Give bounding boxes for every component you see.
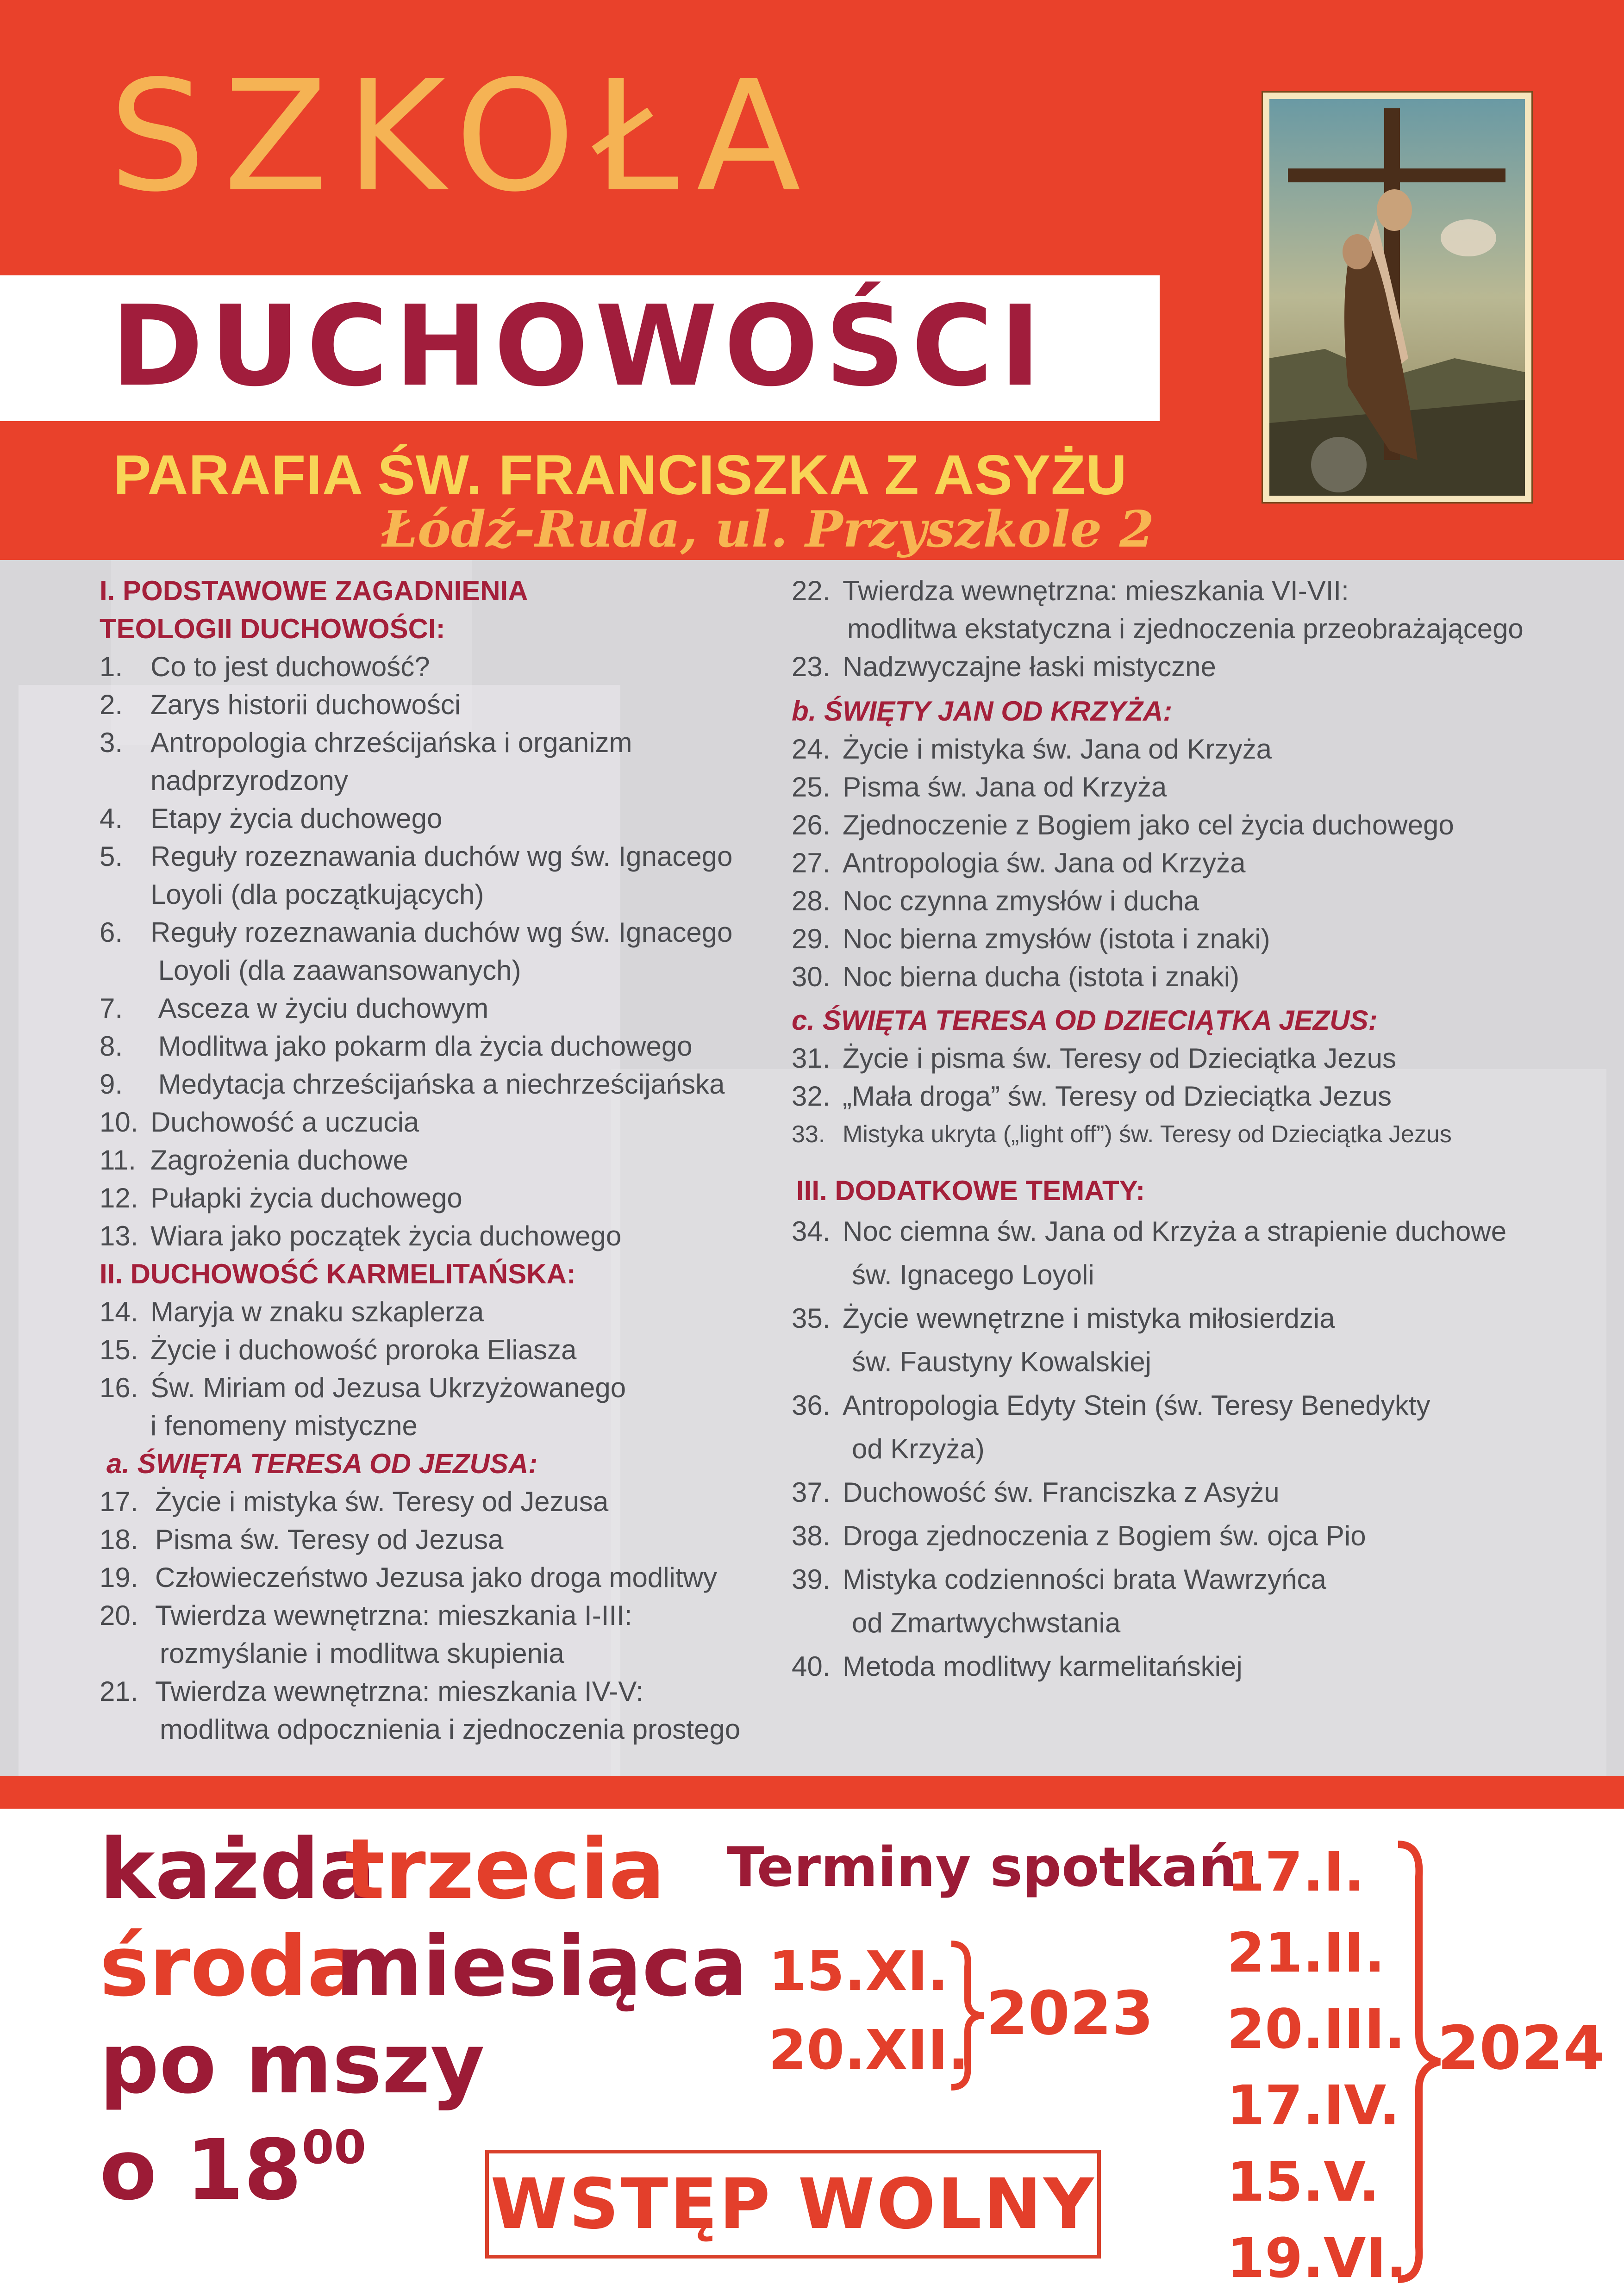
program-item-text: Życie wewnętrzne i mistyka miłosierdzia [843,1303,1335,1334]
program-item-text: Twierdza wewnętrzna: mieszkania I-III: [155,1600,632,1631]
subsection-b: b. ŚWIĘTY JAN OD KRZYŻA: [792,696,1173,727]
program-item [100,1217,785,1255]
program-item-text: Noc bierna ducha (istota i znaki) [843,961,1240,992]
subsection-c: c. ŚWIĘTA TERESA OD DZIECIĄTKA JEZUS: [792,1005,1378,1036]
schedule-word-miesiaca: miesiąca [336,1918,748,2015]
program-item-number: 36. [792,1390,831,1421]
date-2024-3: 20.III. [1227,1997,1405,2061]
date-2024-5: 15.V. [1227,2150,1380,2214]
program-item-text: Duchowość św. Franciszka z Asyżu [843,1477,1280,1508]
program-item-text: Mistyka codzienności brata Wawrzyńca [843,1564,1326,1595]
program-item-number: 11. [100,1145,136,1176]
schedule-time [100,2120,366,2219]
year-2023: 2023 [986,1978,1154,2048]
program-item-number [792,1253,843,1297]
program-item [100,724,785,762]
program-item-text: Modlitwa jako pokarm dla życia duchowego [150,1031,693,1062]
program-item-text: Pisma św. Jana od Krzyża [843,772,1167,803]
date-2023-2: 20.XII. [768,2018,969,2082]
program-item [100,648,785,686]
program-item [792,920,1620,958]
page-title: SZKOŁA [109,48,818,225]
program-item-number: 14. [100,1296,138,1327]
program-item-text: Reguły rozeznawania duchów wg św. Ignacego [150,917,733,948]
program-item [100,952,785,989]
schedule-time-minutes: 00 [301,2120,366,2174]
program-item [100,914,785,952]
program-item-number: 16. [100,1372,138,1403]
program-item-text: od Zmartwychwstania [852,1607,1121,1638]
section-heading-3: III. DODATKOWE TEMATY: [796,1175,1145,1206]
program-item [792,648,1620,686]
program-item [792,572,1620,610]
program-item-text: Św. Miriam od Jezusa Ukrzyżowanego [150,1372,626,1403]
program-item-number [792,1427,843,1471]
program-item-number: 1. [100,651,123,682]
program-item-text: Antropologia Edyty Stein (św. Teresy Benedykty [843,1390,1430,1421]
program-item [792,1039,1620,1077]
program-item-text: rozmyślanie i modlitwa skupienia [160,1638,564,1669]
program-item-number [792,1340,843,1384]
program-item-text: i fenomeny mistyczne [150,1410,418,1441]
program-item-number: 38. [792,1520,831,1551]
program-item [100,1521,785,1559]
program-item-number: 39. [792,1564,831,1595]
program-item-text: Życie i pisma św. Teresy od Dzieciątka Jezus [843,1043,1396,1074]
section-heading-1-cont: TEOLOGII DUCHOWOŚCI: [100,613,445,644]
program-item [792,1645,1620,1688]
program-item-text: Życie i mistyka św. Teresy od Jezusa [155,1486,609,1517]
program-item-number [792,1601,843,1645]
program-item-text: Noc czynna zmysłów i ducha [843,885,1199,916]
program-item-number: 10. [100,1107,138,1138]
program-item [792,1558,1620,1601]
program-item [100,989,785,1027]
program-item-text: św. Ignacego Loyoli [852,1259,1094,1290]
saint-francis-crucifix-painting [1263,93,1531,502]
program-item [100,686,785,724]
program-item [100,1673,785,1711]
program-item [792,1077,1620,1115]
painting-image [1269,99,1525,496]
program-item-number [100,1407,150,1445]
section-heading-2: II. DUCHOWOŚĆ KARMELITAŃSKA: [100,1258,576,1289]
program-item-text: Medytacja chrześcijańska a niechrześcijańska [150,1069,725,1100]
program-item-text: Droga zjednoczenia z Bogiem św. ojca Pio [843,1520,1366,1551]
program-item [792,882,1620,920]
program-item-text: modlitwa odpocznienia i zjednoczenia prostego [160,1714,741,1745]
program-item-number: 5. [100,841,123,872]
program-item-number: 32. [792,1081,831,1112]
program-item-number [792,610,843,648]
program-item [100,762,785,800]
date-2024-4: 17.IV. [1227,2073,1400,2137]
program-item-number: 9. [100,1069,123,1100]
program-right-column [792,572,1620,1688]
program-item [100,876,785,914]
program-item [100,1027,785,1065]
program-item-text: Pułapki życia duchowego [150,1182,462,1213]
program-item [792,1384,1620,1427]
program-item-text: Wiara jako początek życia duchowego [150,1220,622,1251]
program-item [100,1711,785,1748]
program-item-number: 26. [792,809,831,840]
program-item-number: 19. [100,1562,138,1593]
schedule-word-kazda: każda [100,1821,376,1918]
program-item-text: Maryja w znaku szkaplerza [150,1296,484,1327]
program-item-number: 37. [792,1477,831,1508]
program-item-number: 3. [100,727,123,758]
program-item-number: 27. [792,847,831,878]
program-item [792,844,1620,882]
program-item [100,1407,785,1445]
footer-divider-band [0,1776,1624,1809]
schedule-word-po-mszy: po mszy [100,2016,485,2112]
program-item-text: Twierdza wewnętrzna: mieszkania IV-V: [155,1676,643,1707]
program-item-number: 15. [100,1334,138,1365]
program-item [100,1179,785,1217]
program-item-text: od Krzyża) [852,1433,985,1464]
program-item [100,1103,785,1141]
program-item-number [100,1711,155,1748]
program-item [792,730,1620,768]
program-item-number: 30. [792,961,831,992]
program-item-text: Co to jest duchowość? [150,651,430,682]
program-item-number: 17. [100,1486,138,1517]
program-item-number: 8. [100,1031,123,1062]
schedule-word-trzecia: trzecia [345,1821,665,1918]
program-item [100,800,785,838]
date-2024-1: 17.I. [1227,1840,1365,1904]
free-entry-label: WSTĘP WOLNY [490,2164,1096,2245]
brace-2024-icon [1393,1840,1444,2284]
program-item-text: Życie i duchowość proroka Eliasza [150,1334,577,1365]
page-subtitle: DUCHOWOŚCI [111,281,1048,411]
parish-name: PARAFIA ŚW. FRANCISZKA Z ASYŻU [113,443,1127,506]
program-item-text: Mistyka ukryta („light off”) św. Teresy od Dzieciątka Jezus [843,1121,1452,1148]
program-item [792,1471,1620,1514]
program-item-number: 22. [792,575,831,606]
program-item-number: 24. [792,734,831,765]
section-heading-1: I. PODSTAWOWE ZAGADNIENIA [100,575,528,606]
date-2023-1: 15.XI. [768,1939,949,2003]
program-item [100,1635,785,1673]
program-item-number: 20. [100,1600,138,1631]
program-item [100,838,785,876]
program-item-text: św. Faustyny Kowalskiej [852,1346,1151,1377]
program-item [100,1559,785,1597]
program-item-number: 28. [792,885,831,916]
program-item [792,1427,1620,1471]
program-item-number [100,952,150,989]
program-item-text: Antropologia chrześcijańska i organizm [150,727,632,758]
program-item [100,1293,785,1331]
program-item [792,1210,1620,1253]
program-item-text: Reguły rozeznawania duchów wg św. Ignacego [150,841,733,872]
program-item-text: Metoda modlitwy karmelitańskiej [843,1651,1243,1682]
program-item-number [100,762,150,800]
program-item [100,1065,785,1103]
program-item-number: 31. [792,1043,831,1074]
program-item [792,958,1620,996]
program-item-text: Pisma św. Teresy od Jezusa [155,1524,504,1555]
program-item-text: Człowieczeństwo Jezusa jako droga modlitwy [155,1562,717,1593]
free-entry-box [485,2150,1101,2259]
program-item-number: 6. [100,917,123,948]
program-item [100,1141,785,1179]
program-item [100,1331,785,1369]
program-item-number: 12. [100,1182,138,1213]
schedule-word-sroda: środa [100,1918,363,2015]
program-item-number: 29. [792,923,831,954]
program-item [792,1253,1620,1297]
parish-address: Łódź-Ruda, ul. Przyszkole 2 [382,500,1154,559]
program-item-number: 33. [792,1121,825,1148]
brace-2023-icon [947,1939,988,2092]
program-item [100,1597,785,1635]
program-item-text: nadprzyrodzony [150,765,348,796]
program-item [792,768,1620,806]
program-item-text: „Mała droga” św. Teresy od Dzieciątka Jezus [843,1081,1392,1112]
program-item-text: Noc bierna zmysłów (istota i znaki) [843,923,1270,954]
program-item-text: Nadzwyczajne łaski mistyczne [843,651,1216,682]
program-item-text: Loyoli (dla zaawansowanych) [150,955,521,986]
program-item [792,610,1620,648]
program-item-text: Zarys historii duchowości [150,689,461,720]
program-item-number: 7. [100,993,123,1024]
program-item [792,1115,1620,1153]
program-item-text: Asceza w życiu duchowym [150,993,489,1024]
program-item-text: Loyoli (dla początkujących) [150,879,484,910]
year-2024: 2024 [1437,2013,1605,2083]
program-item-number: 2. [100,689,123,720]
program-item-text: modlitwa ekstatyczna i zjednoczenia przeobrażającego [847,613,1524,644]
program-item-number: 25. [792,772,831,803]
program-item-number: 13. [100,1220,138,1251]
program-item-number [100,876,150,914]
program-item-number [100,1635,155,1673]
subsection-a: a. ŚWIĘTA TERESA OD JEZUSA: [106,1448,538,1479]
program-item-number: 4. [100,803,123,834]
program-item [792,806,1620,844]
program-item-number: 40. [792,1651,831,1682]
date-2024-6: 19.VI. [1227,2226,1407,2290]
program-left-column [100,572,785,1748]
program-item-text: Życie i mistyka św. Jana od Krzyża [843,734,1272,765]
program-item-text: Duchowość a uczucia [150,1107,419,1138]
program-item-number: 34. [792,1216,831,1247]
program-item-text: Zagrożenia duchowe [150,1145,409,1176]
program-item [792,1340,1620,1384]
program-item-text: Noc ciemna św. Jana od Krzyża a strapienie duchowe [843,1216,1507,1247]
program-item-text: Zjednoczenie z Bogiem jako cel życia duchowego [843,809,1454,840]
program-item-number: 21. [100,1676,138,1707]
program-item [792,1297,1620,1340]
meetings-label: Terminy spotkań: [727,1835,1259,1899]
program-item [100,1483,785,1521]
program-item-text: Antropologia św. Jana od Krzyża [843,847,1246,878]
program-item [792,1514,1620,1558]
program-item [792,1601,1620,1645]
program-item-number: 18. [100,1524,138,1555]
program-item [100,1369,785,1407]
program-item-number: 23. [792,651,831,682]
program-item-text: Twierdza wewnętrzna: mieszkania VI-VII: [843,575,1349,606]
program-item-number: 35. [792,1303,831,1334]
date-2024-2: 21.II. [1227,1921,1385,1985]
schedule-time-hour: o 18 [100,2122,302,2219]
program-item-text: Etapy życia duchowego [150,803,443,834]
